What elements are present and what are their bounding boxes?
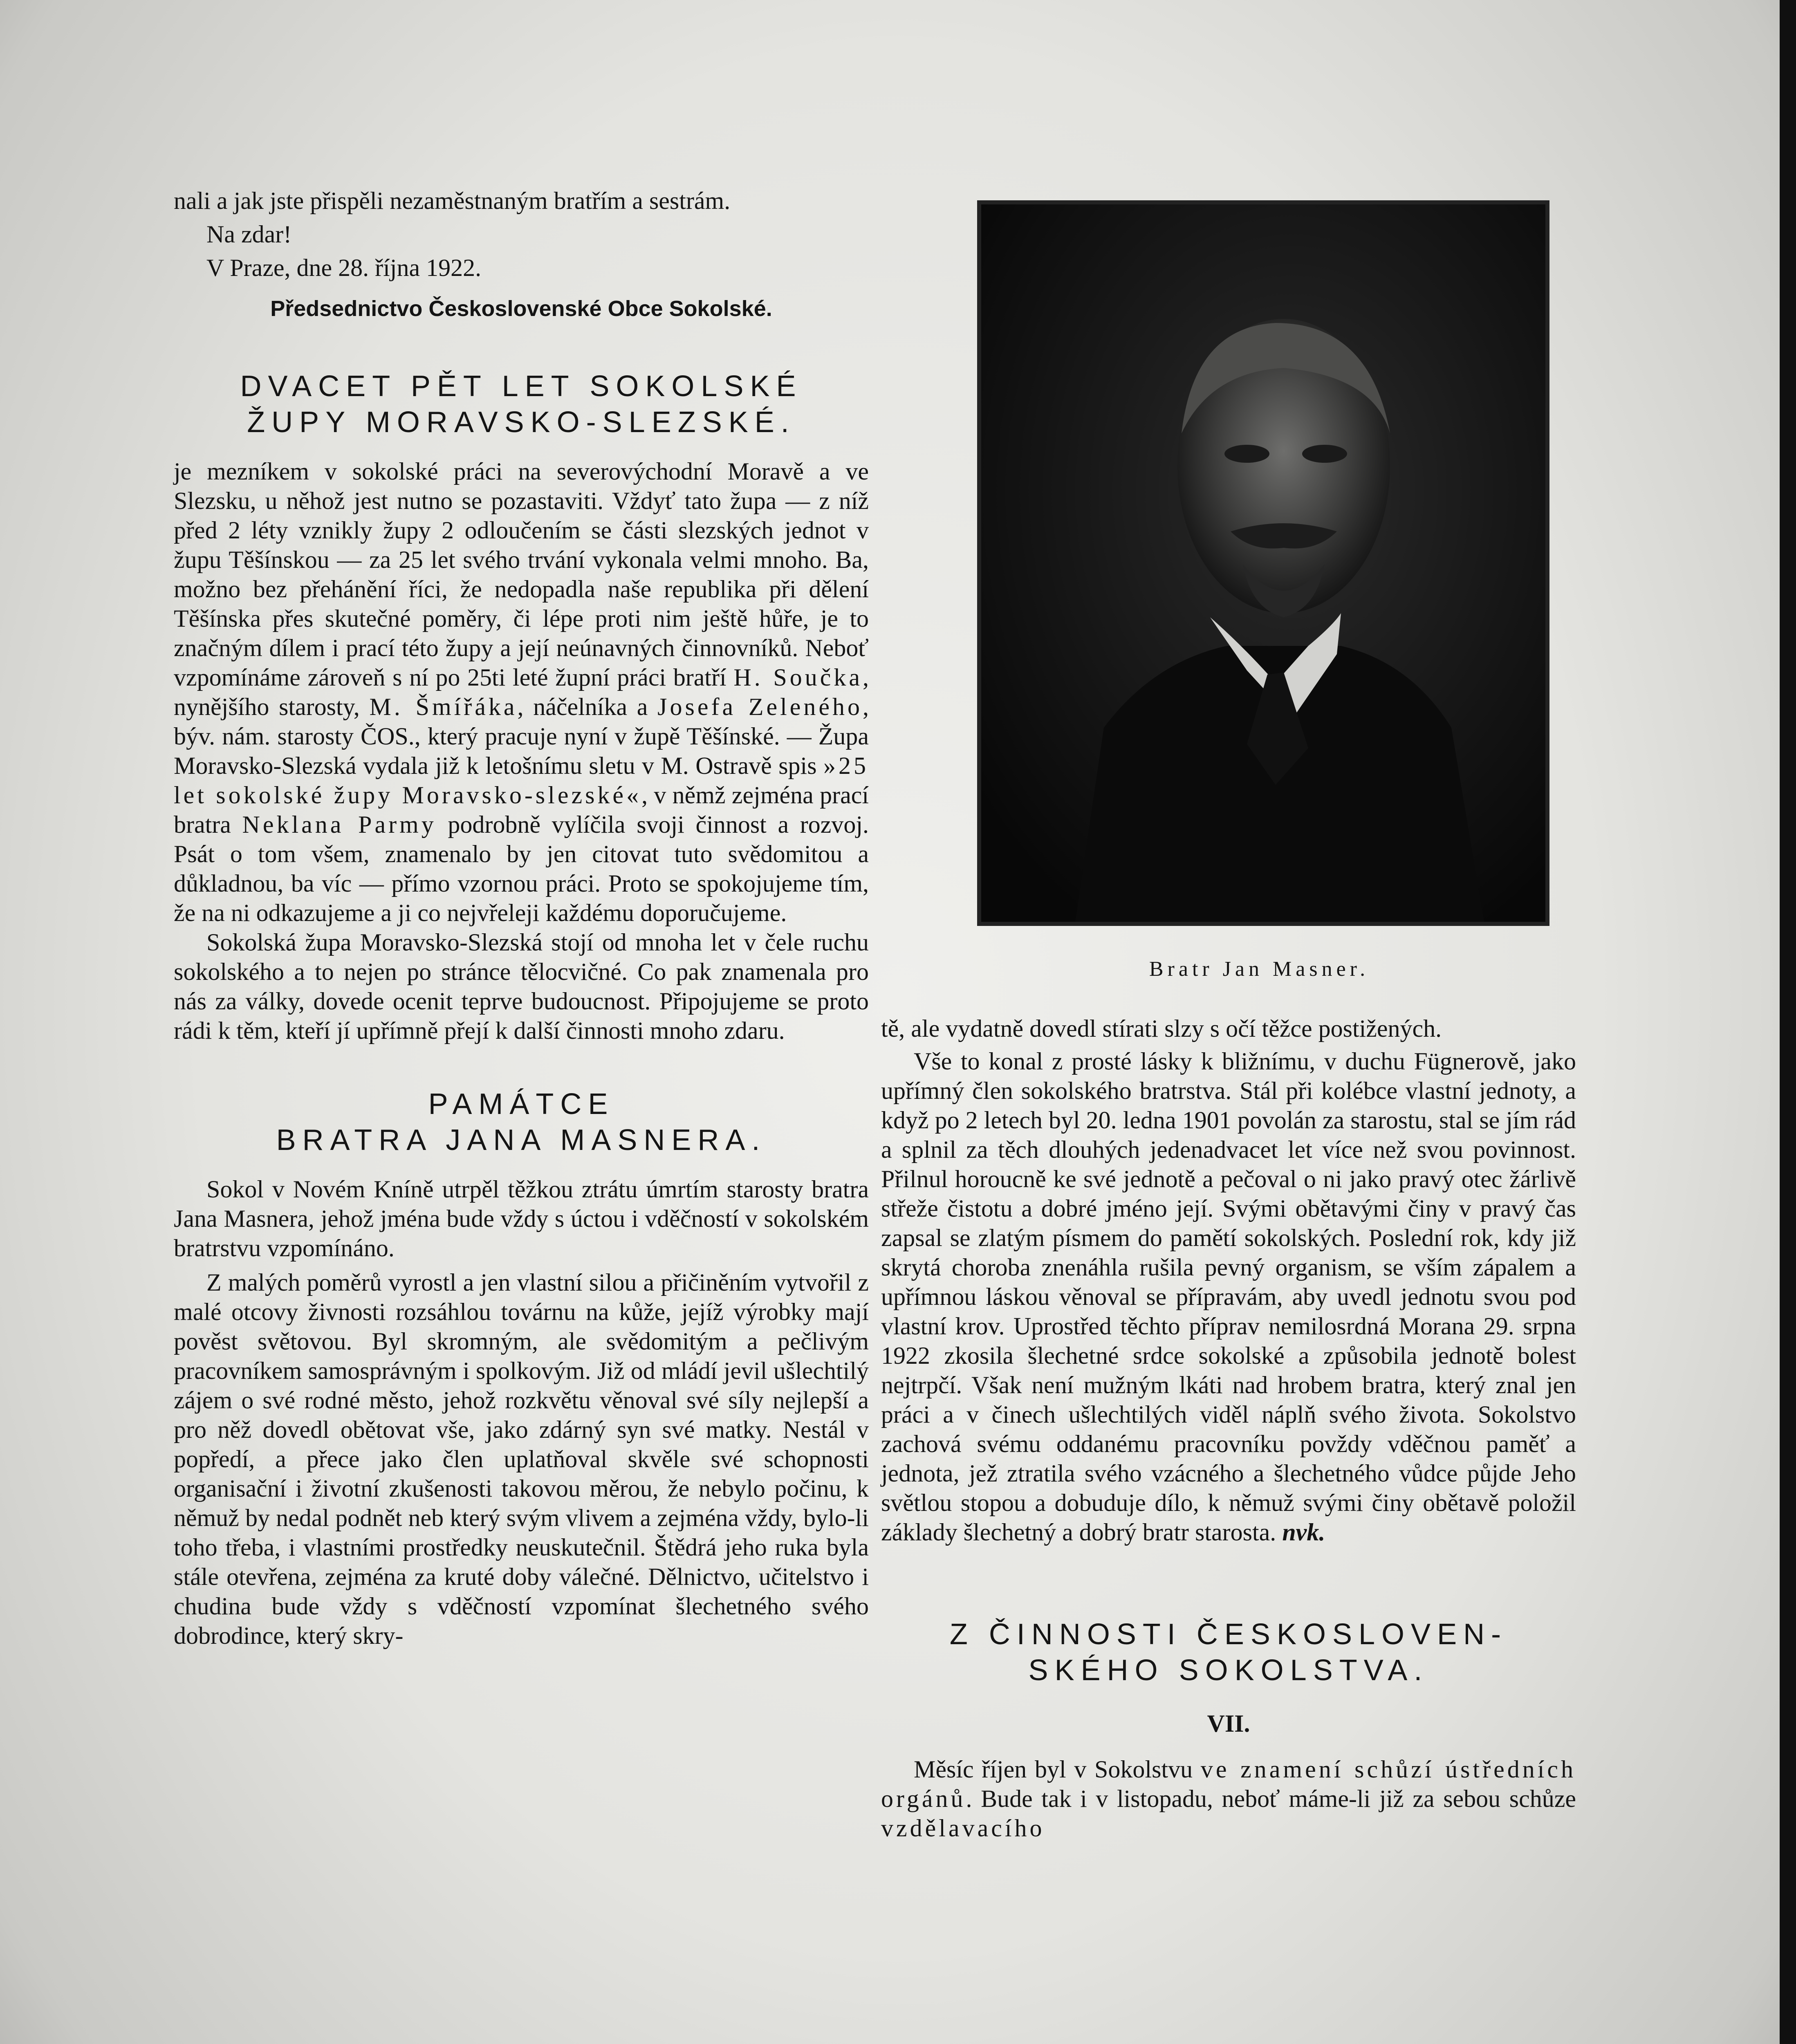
article2-p4-text: Vše to konal z prosté lásky k bližnímu, v duchu Fügnerově, jako upřímný člen sokolského bratrstva. Stál při kolébce vlastní jednoty, a když po 2 letech byl 20. ledna 1901 povolán za starostu, stal se jím rád a splnil za těch dlouhých jedenadvacet let více než svou povinnost. Přilnul horoucně ke své jednotě a pečoval o ni jako pravý otec žárlivě střeže čistotu a dobré jméno její. Svými obětavými činy v pravý čas zapsal se zlatým písmem do pamětí sokolských. Poslední rok, kdy již skrytá choroba znenáhla rušila pevný organism, se vším zápalem a upřímnou láskou věnoval se přípravám, aby uvedl jednotu svou pod vlastní krov. Uprostřed těchto příprav nemilosrdná Morana 29. srpna 1922 zkosila šlechetné srdce sokolské a způsobila jednotě bolest nejtrpčí. Však není mužným lkáti nad hrobem bratra, který znal jen práci a v činech ušlechtilých viděl náplň svého života. Sokolstvo zachová svému oddanému pracovníku povždy vděčnou paměť a jednota, jež ztratila svého vzácného a šlechetného vůdce půjde Jeho světlou stopou a dobuduje dílo, k němuž svými činy obětavě položil základy šlechetný a dobrý bratr starosta. <box>881 1048 1576 1546</box>
article2-heading <box>174 1086 869 1158</box>
article3-title-line1: Z ČINNOSTI ČESKOSLOVEN- <box>949 1618 1508 1651</box>
article1-p1-text: je mezníkem v sokolské práci na severovýchodní Moravě a ve Slezsku, u něhož jest nutno se pozastaviti. Vždyť tato župa — z níž před 2 léty vznikly župy 2 odloučením se části slezských jednot v župu Těšínskou — za 25 let svého trvání vykonala velmi mnoho. Ba, možno bez přehánění říci, že nedopadla naše republika při dělení Těšínska přes skutečné poměry, či lépe proti nim ještě hůře, je to značným dílem i prací této župy a její neúnavných činnovníků. Neboť vzpomínáme zároveň s ní po 25ti leté župní práci bratří <box>174 458 869 691</box>
portrait-image <box>981 204 1545 922</box>
name-zeleny: Josefa Zeleného <box>657 693 863 720</box>
article2-signature: nvk. <box>1282 1519 1325 1546</box>
article2-title-line2: BRATRA JANA MASNERA. <box>276 1124 767 1156</box>
article3-p1b: . Bude tak i v listopadu, neboť máme-li již za sebou schůze <box>966 1785 1576 1812</box>
article1-title-line1: DVACET PĚT LET SOKOLSKÉ <box>240 370 803 403</box>
intro-text: nali a jak jste přispěli nezaměstnaným bratřím a sestrám. <box>174 187 731 214</box>
article1-p1e: , v němž zejména prací bratra <box>174 782 869 838</box>
book-title: »25 let sokolské župy Moravsko-slezské« <box>174 752 869 809</box>
article1-p1c: , náčelníka a <box>517 693 648 720</box>
article1-paragraph2: Sokolská župa Moravsko-Slezská stojí od mnoha let v čele ruchu sokolského a to nejen po stránce tělocvičné. Co pak znamenala pro nás za války, dovede ocenit teprve budoucnost. Připojujeme se proto rádi k těm, kteří jí upřímně přejí k další činnosti mnoho zdaru. <box>174 929 869 1044</box>
article1-paragraph1 <box>174 457 869 928</box>
article3-numeral: VII. <box>1207 1710 1250 1737</box>
left-column <box>174 186 869 1650</box>
article2-paragraph2: Z malých poměrů vyrostl a jen vlastní silou a přičiněním vytvořil z malé otcovy živnosti rozsáhlou továrnu na kůže, jejíž výrobky mají pověst světovou. Byl skromným, ale svědomitým a pečlivým pracovníkem samosprávným i spolkovým. Již od mládí jevil ušlechtilý zájem o své rodné město, jehož rozkvětu věnoval své síly nejlepší a pro něž dovedl obětovat vše, jako zdárný syn své matky. Nestál v popředí, a přece jako člen uplatňoval skvěle své schopnosti organisační i životní zkušenosti takovou měrou, že nebylo počinu, k němuž by nedal podnět neb který svým vlivem a zejména vždy, bylo-li toho třeba, i vlastními prostředky neuskutečnil. Štědrá jeho ruka byla stále otevřena, zejména za kruté doby válečné. Dělnictvo, učitelstvo i chudina bude vždy s vděčností vzpomínat šlechetného svého dobrodince, který skry- <box>174 1269 869 1649</box>
article1-heading <box>174 368 869 440</box>
article2-paragraph3: tě, ale vydatně dovedl stírati slzy s očí těžce postižených. <box>881 1015 1442 1042</box>
greeting: Na zdar! <box>206 221 292 248</box>
name-parma: Neklana Parmy <box>242 811 437 838</box>
right-column <box>881 1014 1576 1843</box>
article2-title-line1: PAMÁTCE <box>428 1088 614 1121</box>
article1-p1f: podrobně vylíčila svoji činnost a rozvoj. Psát o tom všem, znamenalo by jen citovat tuto svědomitou a důkladnou, ba víc — přímo vzornou práci. Proto se spokojujeme tím, že na ni odkazujeme a ji co nejvřeleji každému doporučujeme. <box>174 811 869 926</box>
article1-p1d: , býv. nám. starosty ČOS., který pracuje nyní v župě Těšínské. — Župa Moravsko-Slezská vydala již k letošnímu sletu v M. Ostravě spis <box>174 693 869 779</box>
article3-spaced-word: vzdělavacího <box>881 1815 1045 1842</box>
article3-heading <box>881 1616 1576 1688</box>
intro-signature: Předsednictvo Československé Obce Sokolské. <box>270 296 772 321</box>
portrait-photo <box>977 200 1549 926</box>
scan-edge <box>1780 0 1796 2044</box>
article3-p1a: Měsíc říjen byl v Sokolstvu <box>914 1756 1193 1783</box>
article3-spaced-phrase: ve znamení schůzí ústředních orgánů <box>881 1756 1576 1812</box>
photo-caption: Bratr Jan Masner. <box>1149 957 1370 981</box>
article2-paragraph1: Sokol v Novém Kníně utrpěl těžkou ztrátu úmrtím starosty bratra Jana Masnera, jehož jména bude vždy s úctou i vděčností v sokolském bratrstvu vzpomínáno. <box>174 1176 869 1262</box>
article3-paragraph1 <box>881 1755 1576 1843</box>
name-smirak: M. Šmířáka <box>369 693 518 720</box>
article1-p1b: , nynějšího starosty, <box>174 664 869 720</box>
date-line: V Praze, dne 28. října 1922. <box>206 254 482 281</box>
article1-title-line2: ŽUPY MORAVSKO-SLEZSKÉ. <box>247 406 796 439</box>
name-soucek: H. Součka <box>733 664 863 691</box>
article2-paragraph4 <box>881 1047 1576 1547</box>
article3-title-line2: SKÉHO SOKOLSTVA. <box>1028 1654 1429 1687</box>
